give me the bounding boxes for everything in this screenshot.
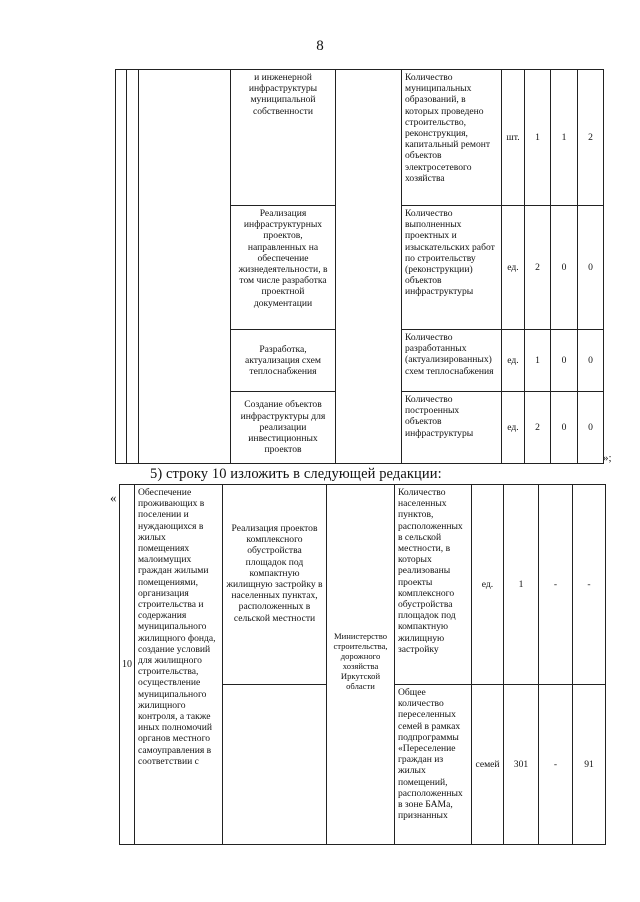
value-cell: 2 [578, 70, 604, 206]
unit-cell: ед. [502, 330, 525, 392]
indicator-cell: Общее количество переселенных семей в рамках подпрограммы «Переселение граждан из жилых помещений, расположенных в зоне БАМа, признанных [395, 685, 472, 845]
value-cell: - [539, 485, 573, 685]
event-cell: Разработка, актуализация схем теплоснабжения [231, 330, 336, 392]
unit-cell: семей [472, 685, 504, 845]
empty-cell [139, 70, 231, 464]
event-cell: и инженерной инфраструктуры муниципальной собственности [231, 70, 336, 206]
row-10-table [119, 484, 606, 845]
value-cell: 0 [551, 392, 578, 464]
empty-cell [223, 685, 327, 845]
value-cell: 0 [551, 330, 578, 392]
value-cell: 0 [578, 330, 604, 392]
value-cell: 1 [551, 70, 578, 206]
event-cell: Реализация инфраструктурных проектов, направленных на обеспечение жизнедеятельности, в том числе разработка проектной документации [231, 206, 336, 330]
unit-cell: ед. [502, 206, 525, 330]
empty-cell [116, 70, 127, 464]
value-cell: 91 [573, 685, 606, 845]
closing-quote-mark: »; [603, 452, 612, 464]
indicator-cell: Количество муниципальных образований, в которых проведено строительство, реконструкция, капитальный ремонт объектов электросетевого хозяйства [402, 70, 502, 206]
indicator-cell: Количество построенных объектов инфраструктуры [402, 392, 502, 464]
amendment-heading: 5) строку 10 изложить в следующей редакции: [150, 466, 442, 482]
unit-cell: шт. [502, 70, 525, 206]
value-cell: 2 [525, 392, 551, 464]
value-cell: - [573, 485, 606, 685]
indicator-cell: Количество разработанных (актуализированных) схем теплоснабжения [402, 330, 502, 392]
executor-cell: Министерство строительства, дорожного хозяйства Иркутской области [327, 485, 395, 845]
table-row [120, 485, 606, 685]
event-cell: Создание объектов инфраструктуры для реализации инвестиционных проектов [231, 392, 336, 464]
empty-cell [336, 70, 402, 464]
indicators-table-continued [115, 69, 604, 464]
table-row [116, 70, 604, 206]
value-cell: 1 [525, 330, 551, 392]
value-cell: 0 [578, 392, 604, 464]
indicator-cell: Количество выполненных проектных и изыскательских работ по строительству (реконструкции) объектов инфраструктуры [402, 206, 502, 330]
unit-cell: ед. [472, 485, 504, 685]
page-number: 8 [316, 38, 324, 54]
value-cell: 2 [525, 206, 551, 330]
opening-quote-mark: « [110, 490, 117, 505]
unit-cell: ед. [502, 392, 525, 464]
indicator-cell: Количество населенных пунктов, расположенных в сельской местности, в которых реализованы проекты комплексного обустройства площадок под компактную жилищную застройку [395, 485, 472, 685]
value-cell: 1 [525, 70, 551, 206]
empty-cell [127, 70, 139, 464]
value-cell: - [539, 685, 573, 845]
event-cell: Реализация проектов комплексного обустройства площадок под компактную жилищную застройку в населенных пунктах, расположенных в сельской местности [223, 485, 327, 685]
value-cell: 0 [578, 206, 604, 330]
row-number-cell: 10 [120, 485, 135, 845]
value-cell: 301 [504, 685, 539, 845]
task-cell: Обеспечение проживающих в поселении и нуждающихся в жилых помещениях малоимущих граждан жилыми помещениями, организация строительства и содержания муниципального жилищного фонда, создание условий для жилищного строительства, осуществление муниципального жилищного контроля, а также иных полномочий органов местного самоуправления в соответствии с [135, 485, 223, 845]
value-cell: 0 [551, 206, 578, 330]
value-cell: 1 [504, 485, 539, 685]
